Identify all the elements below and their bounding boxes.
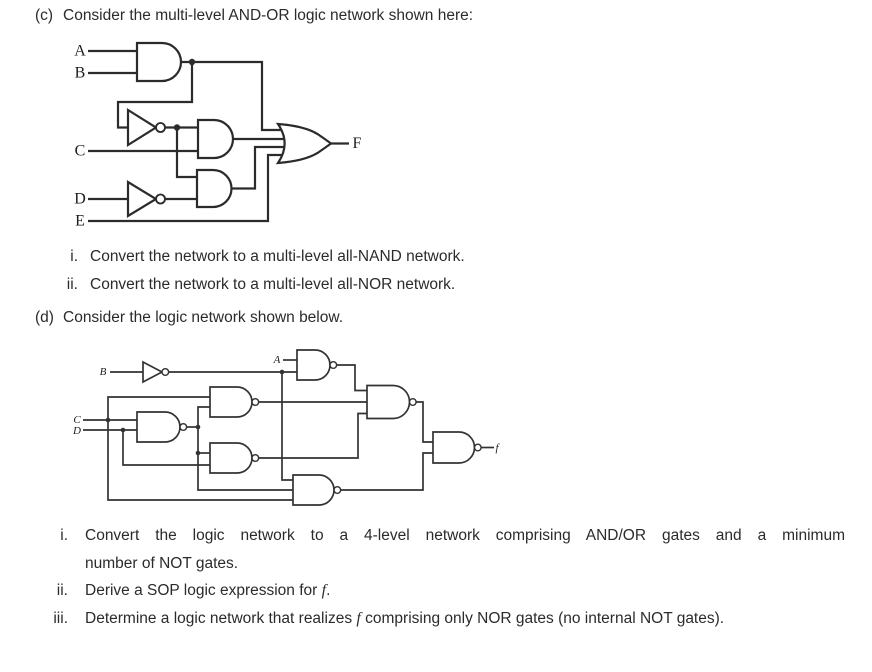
circuit-d-diagram bbox=[68, 340, 514, 520]
section-c-title: Consider the multi-level AND-OR logic network shown here: bbox=[63, 7, 474, 24]
junction-dot bbox=[196, 425, 201, 430]
item-number-iii: iii. bbox=[53, 610, 68, 627]
nand-cd-gate bbox=[137, 412, 180, 442]
text-run: . bbox=[326, 582, 331, 599]
not-2-bubble-icon bbox=[156, 195, 165, 204]
not-b-bubble-icon bbox=[162, 369, 169, 376]
not-1-gate bbox=[128, 110, 156, 145]
signal-label-A: A bbox=[74, 42, 86, 60]
junction-dot bbox=[189, 59, 195, 65]
list-item-ii-line1 bbox=[90, 276, 455, 294]
nand-lower-bubble-icon bbox=[252, 455, 259, 462]
circuit-c-diagram bbox=[60, 36, 376, 238]
text-run: number of NOT gates. bbox=[85, 555, 239, 572]
nand-4-bubble-icon bbox=[410, 399, 417, 406]
italic-f-symbol: f bbox=[321, 582, 327, 599]
text-run: Convert the network to a multi-level all-NOR network. bbox=[90, 276, 456, 293]
item-number-i: i. bbox=[70, 248, 78, 265]
list-item-iii-line1 bbox=[85, 610, 724, 628]
nand-5-bubble-icon bbox=[475, 444, 482, 451]
signal-label-C: C bbox=[73, 414, 81, 426]
signal-label-C: C bbox=[74, 142, 86, 160]
signal-label-f: f bbox=[495, 442, 499, 454]
section-d-title: Consider the logic network shown below. bbox=[63, 309, 344, 326]
nand-upper-gate bbox=[210, 387, 252, 417]
signal-label-F: F bbox=[352, 135, 362, 152]
italic-f-symbol: f bbox=[356, 610, 361, 627]
wire-nand4-out bbox=[417, 402, 434, 442]
wire-e-input bbox=[88, 155, 289, 221]
nand-5-gate bbox=[433, 432, 474, 463]
wire-notb-branch bbox=[282, 372, 293, 480]
signal-label-E: E bbox=[75, 212, 85, 230]
wire-nandcd-up bbox=[198, 407, 210, 427]
text-run: comprising only NOR gates (no internal NOT gates). bbox=[360, 610, 725, 627]
nand-a-gate bbox=[297, 350, 330, 380]
signal-label-B: B bbox=[74, 64, 86, 82]
signal-label-A: A bbox=[273, 354, 281, 366]
list-item-i-line2 bbox=[85, 555, 238, 573]
and-middle-gate bbox=[198, 120, 233, 158]
item-number-ii: ii. bbox=[56, 582, 68, 599]
and-lower-gate bbox=[197, 170, 232, 207]
wire-and-lower-out bbox=[231, 147, 290, 189]
nand-bottom-gate bbox=[293, 475, 334, 505]
signal-label-D: D bbox=[73, 425, 81, 437]
nand-a-bubble-icon bbox=[330, 362, 337, 369]
wire-c-down-branch bbox=[108, 420, 293, 500]
nand-4-gate bbox=[367, 386, 410, 419]
wire-nandlower-out bbox=[259, 414, 367, 459]
junction-dot bbox=[174, 124, 180, 130]
wire-not1-branch bbox=[177, 128, 197, 178]
text-run: Convert the network to a multi-level all-NAND network. bbox=[90, 248, 465, 265]
nand-lower-gate bbox=[210, 443, 252, 473]
not-b-gate bbox=[143, 362, 162, 382]
and-ab-gate bbox=[137, 43, 181, 81]
junction-dot bbox=[121, 428, 126, 433]
nand-upper-bubble-icon bbox=[252, 399, 259, 406]
not-1-bubble-icon bbox=[156, 123, 165, 132]
nand-bottom-bubble-icon bbox=[334, 487, 341, 494]
section-c-label: (c) bbox=[35, 7, 54, 24]
wire-nanda-out bbox=[337, 365, 367, 391]
signal-label-D: D bbox=[74, 190, 86, 208]
item-number-ii: ii. bbox=[66, 276, 78, 293]
list-item-i-line1 bbox=[85, 527, 845, 545]
not-2-gate bbox=[128, 182, 156, 216]
section-d-label: (d) bbox=[35, 309, 54, 326]
junction-dot bbox=[106, 418, 111, 423]
text-run: Convert the logic network to a 4-level network comprising AND/OR gates and a minimum bbox=[85, 527, 845, 544]
nand-cd-bubble-icon bbox=[180, 424, 187, 431]
junction-dot bbox=[196, 451, 201, 456]
text-run: Derive a SOP logic expression for bbox=[85, 582, 322, 599]
junction-dot bbox=[280, 370, 285, 375]
list-item-ii-line1 bbox=[85, 582, 330, 600]
text-run: Determine a logic network that realizes bbox=[85, 610, 357, 627]
item-number-i: i. bbox=[60, 527, 68, 544]
list-item-i-line1 bbox=[90, 248, 465, 266]
or-output-gate bbox=[278, 124, 331, 163]
signal-label-B: B bbox=[99, 366, 107, 378]
